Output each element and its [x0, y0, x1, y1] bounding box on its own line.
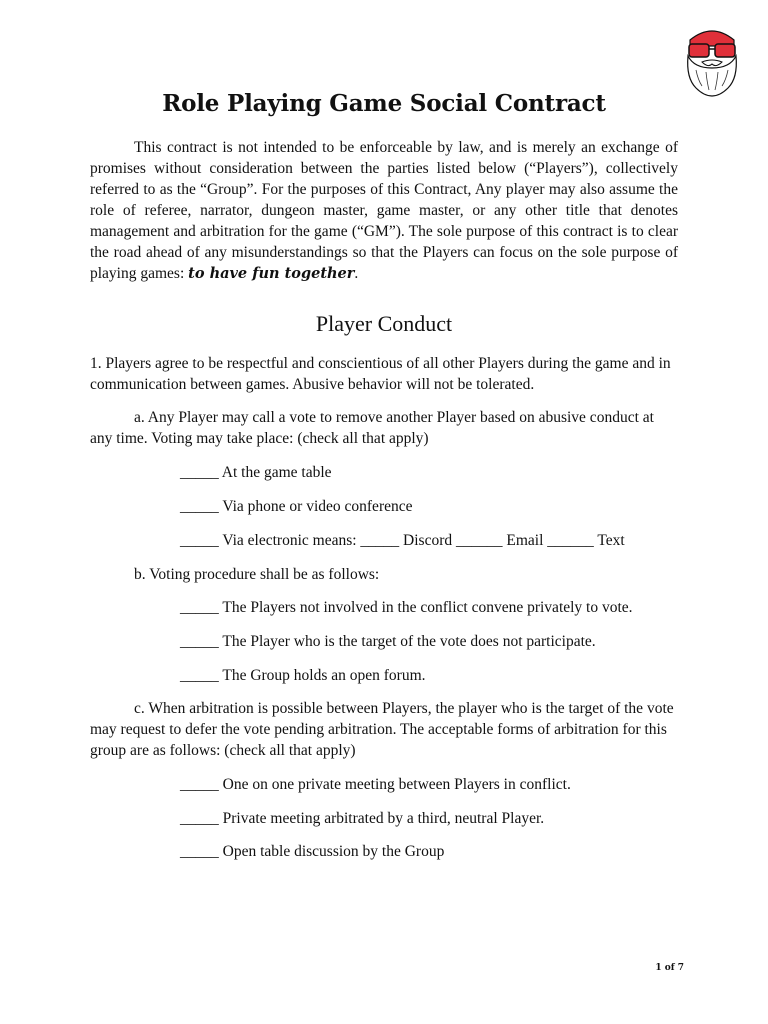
vote-location-option[interactable]: _____ Via electronic means: _____ Discord ______ Email ______ Text — [180, 532, 625, 549]
intro-paragraph — [90, 137, 678, 284]
conduct-item-c-text: c. When arbitration is possible between Players, the player who is the target of the vote may request to defer the vote pending arbitration. The acceptable forms of arbitration for this group are as follows: (check all that apply) — [90, 700, 674, 759]
conduct-item-a-text: a. Any Player may call a vote to remove another Player based on abusive conduct at any time. Voting may take place: (check all that apply) — [90, 409, 654, 447]
arbitration-option[interactable]: _____ Private meeting arbitrated by a third, neutral Player. — [180, 810, 545, 827]
intro-text: This contract is not intended to be enforceable by law, and is merely an exchange of promises without consideration between the parties listed below (“Players”), collectively referred to as the “Group”. For the purposes of this Contract, Any player may also assume the role of referee, narrator, dungeon master, game master, or any other title that denotes management and arbitration for the game (“GM”). The sole purpose of this contract is to clear the road ahead of any misunderstandings so that the Players can focus on the sole purpose of playing games: — [90, 139, 678, 282]
voting-procedure-option[interactable]: _____ The Players not involved in the conflict convene privately to vote. — [180, 599, 633, 616]
section-heading: Player Conduct — [315, 311, 453, 336]
vote-location-option[interactable]: _____ At the game table — [180, 464, 332, 481]
conduct-item-b: b. Voting procedure shall be as follows: — [134, 566, 380, 583]
bearded-dwarf-logo-icon — [682, 18, 742, 98]
voting-procedure-option[interactable]: _____ The Group holds an open forum. — [180, 667, 426, 684]
vote-location-option[interactable]: _____ Via phone or video conference — [180, 498, 413, 515]
intro-end: . — [354, 265, 359, 282]
page-number: 1 of 7 — [655, 963, 684, 973]
conduct-item-1: 1. Players agree to be respectful and conscientious of all other Players during the game and in communication between games. Abusive behavior will not be tolerated. — [90, 355, 671, 393]
voting-procedure-option[interactable]: _____ The Player who is the target of the vote does not participate. — [180, 633, 596, 650]
conduct-item-a — [90, 407, 678, 449]
intro-emphasis: to have fun together — [188, 265, 355, 282]
arbitration-option[interactable]: _____ One on one private meeting between Players in conflict. — [180, 776, 571, 793]
conduct-item-c — [90, 698, 678, 761]
document-title: Role Playing Game Social Contract — [162, 90, 606, 117]
arbitration-option[interactable]: _____ Open table discussion by the Group — [180, 843, 445, 860]
